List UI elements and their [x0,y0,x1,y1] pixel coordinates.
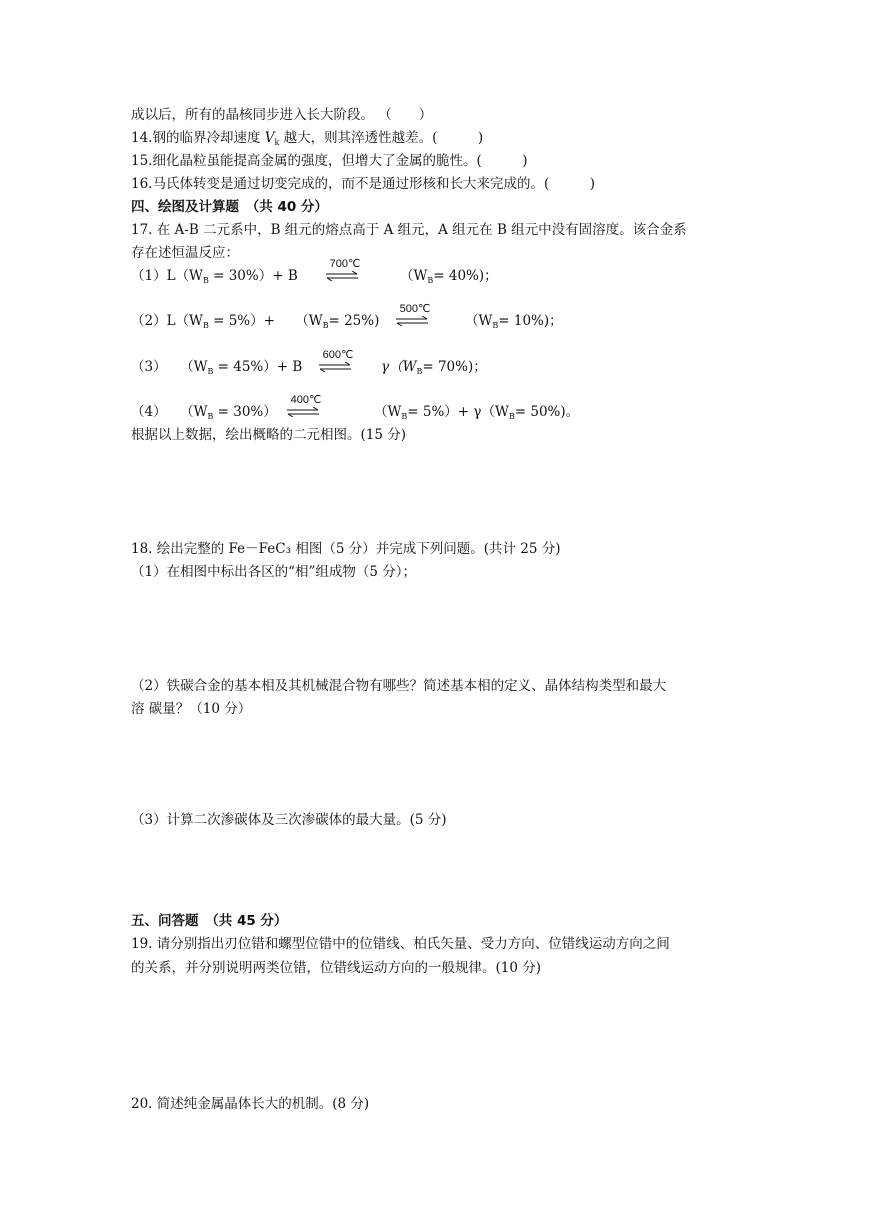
reaction-3-right: $\gamma(W_B= 70\%)$； [381,359,487,376]
reaction-3-temperature: 600℃ [322,349,354,361]
reaction-3-left: （3） $(W_B = 45\%)+ B$ [131,359,303,376]
q19-line-a: 19. 请分别指出刃位错和螺型位错中的位错线、柏氏矢量、受力方向、位错线运动方向之间 [131,936,670,952]
reaction-4-temperature: 400℃ [290,394,322,406]
reaction-2-temperature: 500℃ [399,303,431,315]
reaction-2-left: $(2)L(W_B = 5\%)+$ $(W_B= 25\%)$ [131,313,380,330]
q20-line: 20. 简述纯金属晶体长大的机制。(8 分) [131,1096,370,1112]
q17-line-b: 存在述恒温反应： [131,245,239,261]
equilibrium-arrow-icon [318,362,352,372]
equilibrium-arrow-icon [286,407,320,417]
reaction-4-left: （4） $(W_B = 30\%)$ [131,404,277,421]
reaction-3-equilibrium-arrow [318,349,352,377]
line-q14 [131,128,483,153]
q19-line-b: 的关系，并分别说明两类位错，位错线运动方向的一般规律。(10 分) [131,960,542,976]
section-four-heading: 四、绘图及计算题 （共 40 分） [131,199,328,215]
q14-symbol-v: V [264,130,275,146]
q18-line: 18. 绘出完整的 Fe－FeC₃ 相图（5 分）并完成下列问题。(共计 25 分) [131,541,561,557]
q14-text-a: 14.钢的临界冷却速度 [131,130,265,146]
equilibrium-arrow-icon [325,271,359,281]
reaction-4-right: $(W_B= 5\%)+ \gamma(W_B= 50\%)$。 [374,404,580,421]
q18-sub2-line-b: 溶 碳量？（10 分） [131,701,252,717]
equilibrium-arrow-icon [395,316,429,326]
section-five-heading: 五、问答题 （共 45 分） [131,913,288,929]
q18-sub3: （3）计算二次渗碳体及三次渗碳体的最大量。(5 分) [131,812,447,828]
reaction-4-equilibrium-arrow [286,394,320,422]
reaction-1-temperature: 700℃ [329,258,361,270]
line-q15: 15.细化晶粒虽能提高金属的强度，但增大了金属的脆性。( ) [131,153,528,169]
reaction-2-right: $(W_B= 10\%)$； [465,313,563,330]
q17-instruction: 根据以上数据，绘出概略的二元相图。(15 分) [131,427,407,443]
reaction-2-equilibrium-arrow [395,303,429,331]
reaction-1-right: $(W_B= 40\%)$； [400,268,498,285]
line-q13-end: 成以后，所有的晶核同步进入长大阶段。 （ ） [131,107,433,123]
q14-text-b: 越大，则其淬透性越差。( ) [279,130,484,146]
q18-sub2-line-a: （2）铁碳合金的基本相及其机械混合物有哪些？简述基本相的定义、晶体结构类型和最大 [131,678,667,694]
line-q16: 16.马氏体转变是通过切变完成的，而不是通过形核和长大来完成的。( ) [131,176,596,192]
reaction-1-left: $(1)L(W_B = 30\%)+ B$ [131,268,298,285]
q14-symbol-sub: k [274,138,280,147]
q18-sub1: （1）在相图中标出各区的“相”组成物（5 分）； [131,564,417,580]
reaction-1-equilibrium-arrow [325,258,359,286]
q17-line-a: 17. 在 A-B 二元系中，B 组元的熔点高于 A 组元，A 组元在 B 组元中没有固溶度。该合金系 [131,222,687,238]
